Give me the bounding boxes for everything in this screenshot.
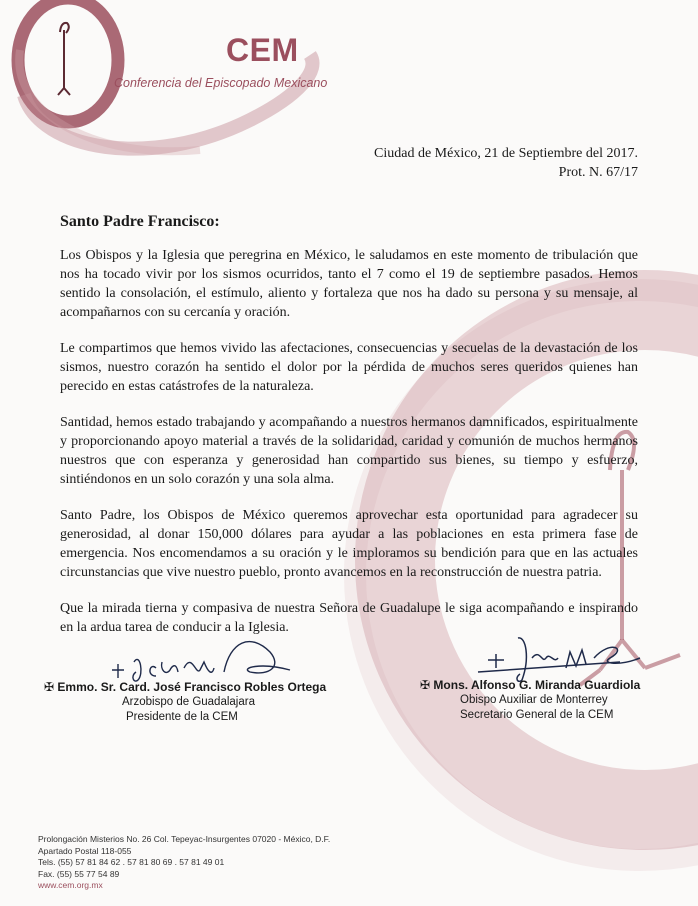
footer-website: www.cem.org.mx — [38, 880, 103, 890]
footer-address — [38, 834, 330, 892]
footer-line-1: Prolongación Misterios No. 26 Col. Tepeyac-Insurgentes 07020 - México, D.F. — [38, 834, 331, 844]
footer-line-2: Apartado Postal 118-055 — [38, 845, 132, 856]
letter-date: Ciudad de México, 21 de Septiembre del 2017. — [374, 146, 638, 161]
date-block — [374, 144, 638, 182]
protocol-number: Prot. N. 67/17 — [558, 165, 638, 180]
paragraph-3: Santidad, hemos estado trabajando y acompañando a nuestros hermanos damnificados, espiritualmente y proporcionando apoyo material a través de la solidaridad, caridad y comunión de muchos hermanos nuestros que con esperanza y generosidad han compartido sus bienes, su tiempo y esfuerzo, sintiéndonos en un solo corazón y una sola alma. — [60, 415, 638, 487]
signatory-left-name-line — [44, 680, 326, 695]
signature-left — [100, 632, 300, 687]
paragraph-2: Le compartimos que hemos vivido las afectaciones, consecuencias y secuelas de la devastación de los sismos, nuestro corazón ha sentido el dolor por la pérdida de muchos seres queridos quienes han perecido en estas catástrofes de la naturaleza. — [60, 341, 638, 394]
paragraph-1: Los Obispos y la Iglesia que peregrina en México, le saludamos en este momento de tribulación que nos ha tocado vivir por los sismos ocurridos, tanto el 7 como el 19 de septiembre pasados. Hemos sentido la consolación, el estímulo, aliento y fortaleza que nos ha dado su persona y su mensaje, al acompañarnos con su cercanía y oración. — [60, 248, 638, 320]
signatory-right-name-line — [420, 678, 640, 693]
signatory-left-role1: Arzobispo de Guadalajara — [122, 696, 255, 708]
salutation: Santo Padre Francisco: — [60, 213, 220, 230]
footer-line-4: Fax. (55) 55 77 54 89 — [38, 868, 120, 879]
cross-icon: ✠ — [44, 680, 55, 694]
paragraph-5: Que la mirada tierna y compasiva de nuestra Señora de Guadalupe le siga acompañando e inspirando en la ardua tarea de conducir a la Iglesia. — [60, 601, 638, 635]
signatory-right-role1: Obispo Auxiliar de Monterrey — [460, 694, 608, 706]
signatory-right-role2: Secretario General de la CEM — [460, 709, 614, 721]
signatory-right — [420, 678, 640, 723]
signatory-left — [44, 680, 326, 725]
letterhead-title: CEM — [226, 32, 299, 68]
signatory-left-name: Emmo. Sr. Card. José Francisco Robles Ortega — [57, 680, 327, 694]
paragraph-4: Santo Padre, los Obispos de México queremos aprovechar esta oportunidad para agradecer su generosidad, al donar 150,000 dólares para ayudar a las poblaciones en esta primera fase de emergencia. Nos encomendamos a su oración y le imploramos su bendición para que en las actuales circunstancias que vive nuestro pueblo, pronto avancemos en la reconstrucción de nuestra patria. — [60, 508, 638, 580]
signatory-left-role2: Presidente de la CEM — [126, 711, 238, 723]
signatory-right-name: Mons. Alfonso G. Miranda Guardiola — [433, 678, 641, 692]
footer-line-3: Tels. (55) 57 81 84 62 . 57 81 80 69 . 57 81 49 01 — [38, 857, 225, 867]
cross-icon: ✠ — [420, 678, 431, 692]
letterhead-subtitle: Conferencia del Episcopado Mexicano — [114, 76, 328, 90]
letter-body — [60, 246, 638, 654]
